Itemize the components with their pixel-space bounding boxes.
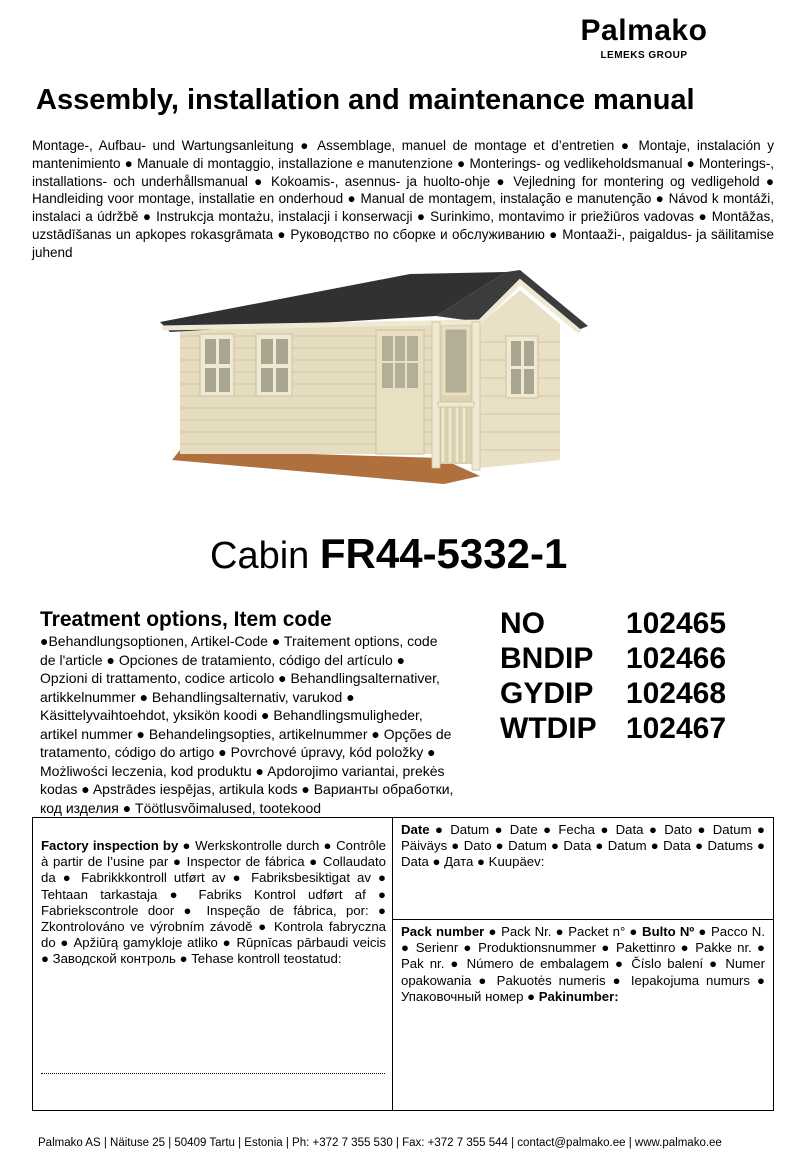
cabin-illustration xyxy=(150,262,590,490)
treatment-translations: ●Behandlungsoptionen, Artikel-Code ● Traitement options, code de l'article ● Opciones de tratamiento, código del artículo ● Opzioni di trattamento, codice articolo ● Behandlingsalternativer, artikkelnummer ● Behandlingsalternativ, varukod ● Käsittelyvaihtoehdot, yksikön koodi ● Behandlingsmuligheder, artikel nummer ● Behandelingsopties, artikelnummer ● Opções de tratamento, código do artigo ● Povrchové úpravy, kód položky ● Możliwości leczenia, kod produktu ● Apdorojimo variantai, prekės kodas ● Apstrādes iespējas, artikula kods ● Варианты обработки, код изделия ● Töötlusvõimalused, tootekood xyxy=(40,633,454,816)
logo-name: Palmako xyxy=(580,14,708,47)
item-code-list xyxy=(500,606,726,746)
factory-inspection-label: Factory inspection by xyxy=(41,838,179,853)
product-name xyxy=(210,530,567,578)
treatment-option: WTDIP xyxy=(500,712,597,745)
product-code: FR44-5332-1 xyxy=(319,530,568,577)
logo-group: LEMEKS GROUP xyxy=(600,50,688,61)
pack-number-translations-2: ● Pacco N. ● Serienr ● Produktionsnummer ● Pakettinro ● Pakke nr. ● Pak nr. ● Número de embalagem ● Číslo balení ● Numer opakowania ● Pakuotės numeris ● Iepakojuma numurs ● Упаковочный номер ● xyxy=(401,924,765,1004)
pack-number-label: Pack number xyxy=(401,924,485,939)
title-translations: Montage-, Aufbau- und Wartungsanleitung ● Assemblage, manuel de montage et d’entretien ● Montaje, instalación y mantenimiento ● Manuale di montaggio, installazione e manutenzione ● Monterings- og vedlikeholdsmanual ● Monterings-, installations- och underhållsmanual ● Kokoamis-, asennus- ja huolto-ohje ● Vejledning for montering og vedligehold ● Handleiding voor montage, installatie en onderhoud ● Manual de montagem, instalação e manutenção ● Návod k montáži, instalaci a údržbě ● Instrukcja montażu, instalacji i konserwacji ● Surinkimo, montavimo ir priežiūros vadovas ● Montāžas, uzstādīšanas un apkopes rokasgrāmata ● Руководство по сборке и обслуживанию ● Montaaži-, paigaldus- ja säilitamise juhend xyxy=(32,138,774,260)
item-code-row xyxy=(500,711,726,746)
treatment-title: Treatment options, Item code xyxy=(40,608,332,631)
signature-line[interactable] xyxy=(41,1073,385,1074)
item-code-row xyxy=(500,606,726,641)
pack-number-translations-1: ● Pack Nr. ● Packet n° ● xyxy=(484,924,643,939)
date-label: Date xyxy=(401,822,430,837)
factory-inspection-box[interactable] xyxy=(33,818,393,1110)
factory-inspection-last: Tehase kontroll teostatud: xyxy=(191,951,342,967)
palmako-logo xyxy=(566,14,722,61)
treatment-option: NO xyxy=(500,607,545,640)
item-code-row xyxy=(500,676,726,711)
pack-number-last: Pakinumber: xyxy=(538,988,619,1004)
product-prefix: Cabin xyxy=(210,535,310,577)
treatment-option: GYDIP xyxy=(500,677,594,710)
item-code: 102465 xyxy=(625,607,726,640)
item-code: 102466 xyxy=(625,642,726,675)
treatment-option: BNDIP xyxy=(500,642,594,675)
page-title: Assembly, installation and maintenance manual xyxy=(36,84,695,116)
factory-inspection-translations: ● Werkskontrolle durch ● Contrôle à partir de l’usine par ● Inspector de fábrica ● Collaudato da ● Fabrikkkontroll utført av ● Fabriksbesiktigat av ● Tehtaan tarkastaja ● Fabriks Kontrol udført af ● Fabriekscontrole door ● Inspeção de fábrica, por: ● Zkontrolováno ve výrobním závodě ● Kontrola fabryczna do ● Apžiūrą gamykloje atliko ● Rūpnīcas pārbaudi veicis ● Заводской контроль ● xyxy=(41,838,386,967)
pack-number-bulto: Bulto Nº xyxy=(642,924,695,939)
company-footer: Palmako AS | Näituse 25 | 50409 Tartu | Estonia | Ph: +372 7 355 530 | Fax: +372 7 355 544 | contact@palmako.ee | www.palmako.ee xyxy=(38,1137,722,1149)
item-code: 102467 xyxy=(625,712,726,745)
item-code-row xyxy=(500,641,726,676)
date-box[interactable] xyxy=(393,818,773,920)
pack-number-box[interactable] xyxy=(393,920,773,1110)
date-translations: ● Datum ● Date ● Fecha ● Data ● Dato ● Datum ● Päiväys ● Dato ● Datum ● Data ● Datum ● Data ● Datums ● Data ● Дата ● Kuupäev: xyxy=(401,822,765,870)
inspection-form xyxy=(32,817,774,1111)
item-code: 102468 xyxy=(625,677,726,710)
